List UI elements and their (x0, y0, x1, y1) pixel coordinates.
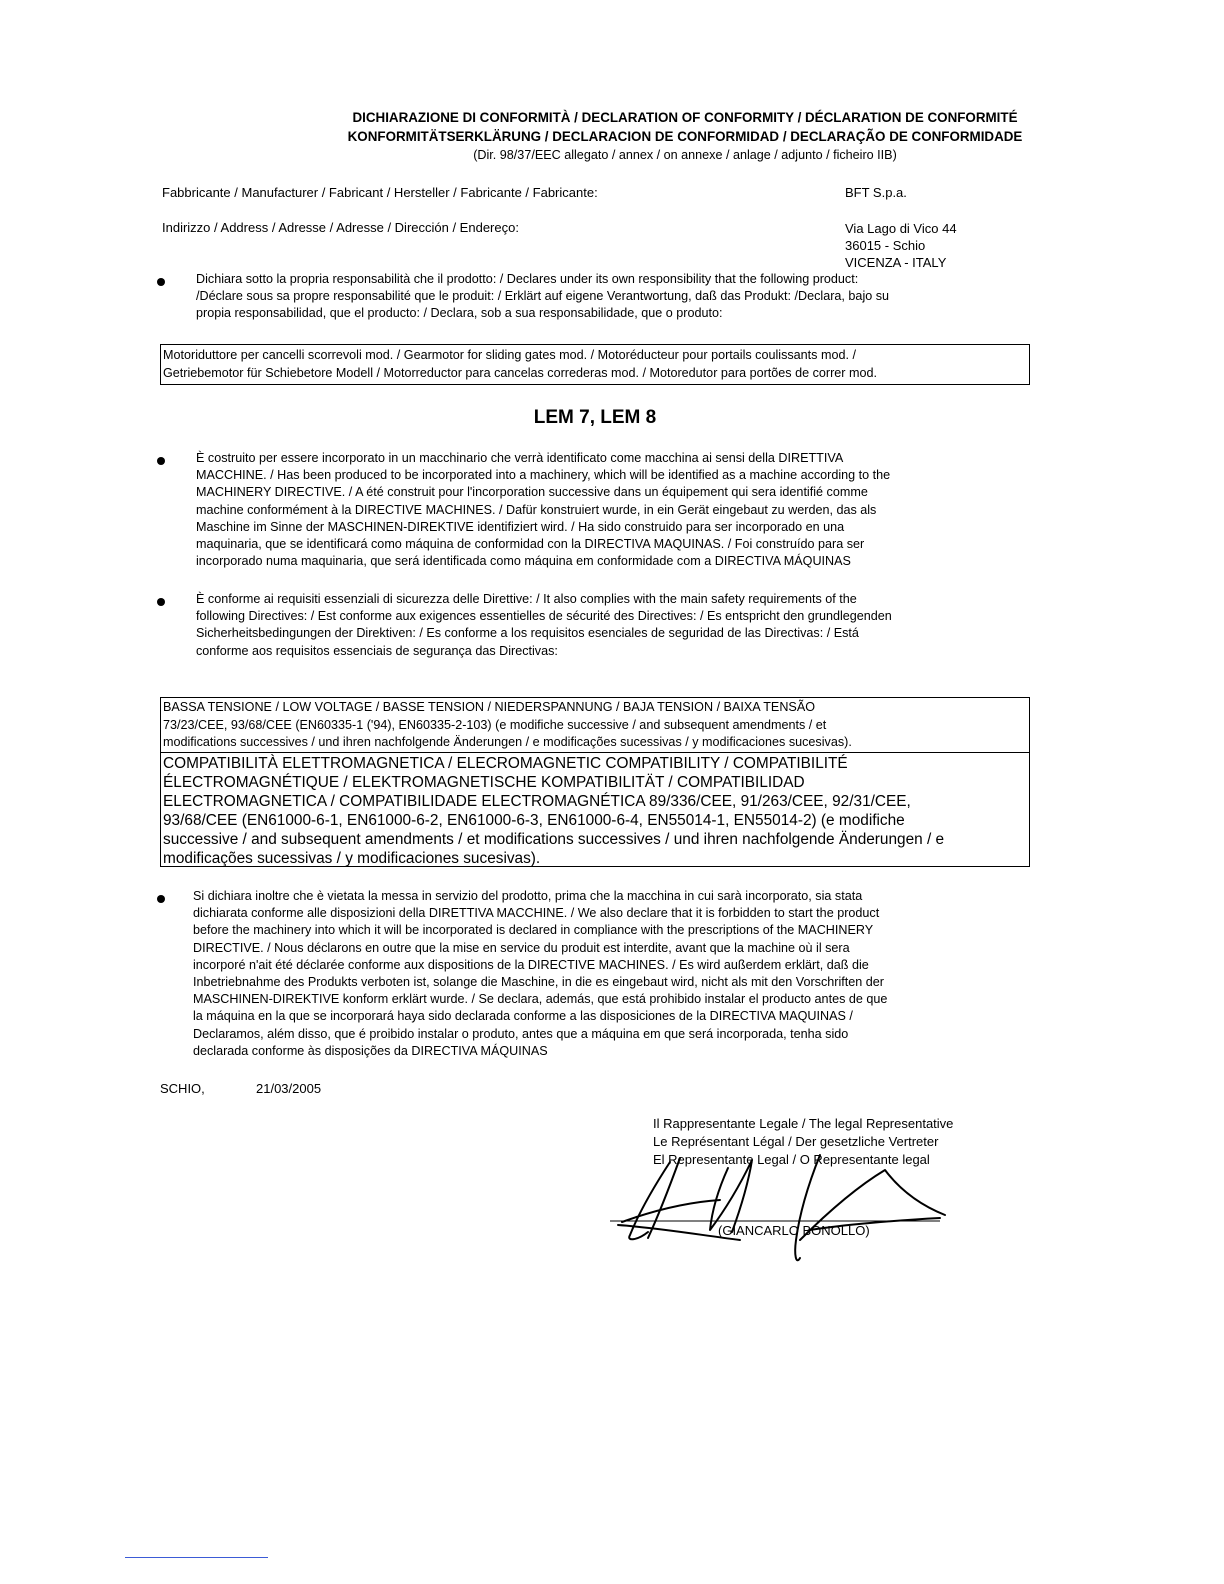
low-voltage-line: 73/23/CEE, 93/68/CEE (EN60335-1 ('94), EN60335-2-103) (e modifiche successive / and subsequent amendments / et (163, 717, 827, 732)
forbidden-line: before the machinery into which it will be incorporated is declared in compliance with the prescriptions of the MACHINERY (193, 923, 874, 938)
forbidden-line: dichiarata conforme alle disposizioni della DIRETTIVA MACCHINE. / We also declare that it is forbidden to start the product (193, 906, 880, 921)
emc-line: modificações sucessivas / y modificaciones sucesivas). (163, 850, 541, 867)
forbidden-line: la máquina en la que se incorporará haya sido declarada conforme a las disposiciones de la DIRECTIVA MAQUINAS / (193, 1009, 853, 1024)
forbidden-line: MASCHINEN-DIREKTIVE konform erklärt wurde. / Se declara, además, que está prohibido instalar el producto antes de que (193, 992, 888, 1007)
address-label: Indirizzo / Address / Adresse / Adresse / Dirección / Endereço: (162, 220, 519, 235)
place: SCHIO, (160, 1081, 205, 1096)
built-for-line: machine conformément à la DIRECTIVE MACHINES. / Dafür konstruiert wurde, in ein Gerät eingebaut zu werden, das als (196, 502, 877, 517)
emc-line: successive / and subsequent amendments / et modifications successives / und ihren nachfolgende Änderungen / e (163, 831, 945, 848)
handwritten-signature (600, 1140, 960, 1270)
declares-paragraph (196, 271, 1036, 323)
emc-line: ÉLECTROMAGNÉTIQUE / ELEKTROMAGNETISCHE KOMPATIBILITÄT / COMPATIBILIDAD (163, 774, 805, 791)
bullet-icon (157, 598, 165, 606)
built-for-line: È costruito per essere incorporato in un macchinario che verrà identificato come macchina ai sensi della DIRETTIVA (196, 451, 844, 465)
product-box-line: Motoriduttore per cancelli scorrevoli mod. / Gearmotor for sliding gates mod. / Motoréducteur pour portails coulissants mod. / (163, 348, 856, 362)
built-for-line: Maschine im Sinne der MASCHINEN-DIREKTIVE identifiziert wird. / Ha sido construido para ser incorporado en una (196, 519, 845, 534)
built-for-line: MACHINERY DIRECTIVE. / A été construit pour l'incorporation successive dans un équipement qui sera identifié comme (196, 485, 868, 500)
bullet-icon (157, 278, 165, 286)
built-for-line: MACCHINE. / Has been produced to be incorporated into a machinery, which will be identified as a machine according to the (196, 468, 891, 483)
bullet-icon (157, 457, 165, 465)
product-box-line: Getriebemotor für Schiebetore Modell / Motorreductor para cancelas correderas mod. / Motoredutor para portões de correr mod. (163, 366, 877, 380)
declares-line: propia responsabilidad, que el producto: / Declara, sob a sua responsabilidade, que o produto: (196, 306, 723, 321)
address-line-1: Via Lago di Vico 44 (845, 221, 957, 236)
emc-line: 93/68/CEE (EN61000-6-1, EN61000-6-2, EN61000-6-3, EN61000-6-4, EN55014-1, EN55014-2) (e modifiche (163, 812, 905, 829)
manufacturer-value: BFT S.p.a. (845, 185, 907, 200)
forbidden-line: Declaramos, além disso, que é proibido instalar o produto, antes que a máquina em que será incorporada, tenha sido (193, 1026, 849, 1041)
forbidden-line: incorporé n'ait été déclarée conforme aux dispositions de la DIRECTIVE MACHINES. / Es wird außerdem erklärt, daß die (193, 957, 869, 972)
emc-line: COMPATIBILITÀ ELETTROMAGNETICA / ELECROMAGNETIC COMPATIBILITY / COMPATIBILITÉ (163, 755, 848, 772)
complies-line: Sicherheitsbedingungen der Direktiven: / Es conforme a los requisitos esenciales de seguridad de las Directivas: / Está (196, 626, 859, 641)
forbidden-line: Si dichiara inoltre che è vietata la messa in servizio del prodotto, prima che la macchina in cui sarà incorporato, sia stata (193, 889, 863, 903)
low-voltage-box (160, 697, 1030, 753)
bullet-icon (157, 895, 165, 903)
built-for-line: incorporado numa maquinaria, que será identificada como máquina em conformidade com a DIRECTIVA MÁQUINAS (196, 554, 851, 569)
product-box (160, 344, 1030, 385)
forbidden-line: DIRECTIVE. / Nous déclarons en outre que la mise en service du produit est interdite, avant que la machine où il sera (193, 940, 850, 955)
address-line-2: 36015 - Schio (845, 238, 926, 253)
complies-line: È conforme ai requisiti essenziali di sicurezza delle Direttive: / It also complies with the main safety requirements of the (196, 592, 857, 606)
declares-line: Dichiara sotto la propria responsabilità che il prodotto: / Declares under its own responsibility that the following product: (196, 272, 859, 286)
title-line-1: DICHIARAZIONE DI CONFORMITÀ / DECLARATION OF CONFORMITY / DÉCLARATION DE CONFORMITÉ (352, 110, 1018, 125)
title-line-3: (Dir. 98/37/EEC allegato / annex / on annexe / anlage / adjunto / ficheiro IIB) (473, 148, 897, 162)
emc-line: ELECTROMAGNETICA / COMPATIBILIDADE ELECTROMAGNÉTICA 89/336/CEE, 91/263/CEE, 92/31/CEE, (163, 793, 911, 810)
address-value (845, 220, 957, 271)
forbidden-paragraph (193, 888, 1033, 1060)
declares-line: /Déclare sous sa propre responsabilité que le produit: / Erklärt auf eigene Verantwortung, daß das Produkt: /Declara, bajo su (196, 289, 890, 304)
representative-line: Le Représentant Légal / Der gesetzliche Vertreter (653, 1134, 939, 1149)
signer-name: (GIANCARLO BONOLLO) (718, 1223, 870, 1238)
low-voltage-line: modifications successives / und ihren nachfolgende Änderungen / e modificações sucessivas / y modificaciones sucesivas). (163, 735, 852, 749)
forbidden-line: declarada conforme às disposições da DIRECTIVA MÁQUINAS (193, 1043, 548, 1058)
footer-divider (125, 1557, 268, 1558)
model-heading: LEM 7, LEM 8 (533, 407, 657, 428)
document-title (140, 108, 1224, 165)
complies-line: following Directives: / Est conforme aux exigences essentielles de sécurité des Directives: / Es entspricht den grundlegenden (196, 609, 892, 624)
representative-line: El Representante Legal / O Representante legal (653, 1152, 930, 1167)
representative-line: Il Rappresentante Legale / The legal Representative (653, 1116, 954, 1131)
built-for-line: maquinaria, que se identificará como máquina de conformidad con la DIRECTIVA MAQUINAS. / Foi construído para ser (196, 537, 865, 552)
date: 21/03/2005 (256, 1081, 322, 1096)
built-for-paragraph (196, 450, 1036, 570)
manufacturer-label: Fabbricante / Manufacturer / Fabricant / Hersteller / Fabricante / Fabricante: (162, 185, 598, 200)
forbidden-line: Inbetriebnahme des Produkts verboten ist, solange die Maschine, in die es eingebaut wird, nicht als mit den Vorschriften der (193, 975, 884, 990)
title-line-2: KONFORMITÄTSERKLÄRUNG / DECLARACION DE CONFORMIDAD / DECLARAÇÃO DE CONFORMIDADE (347, 129, 1023, 144)
address-line-3: VICENZA - ITALY (845, 255, 947, 270)
complies-line: conforme aos requisitos essenciais de segurança das Directivas: (196, 643, 558, 658)
complies-paragraph (196, 591, 1036, 660)
emc-box (160, 752, 1030, 867)
low-voltage-line: BASSA TENSIONE / LOW VOLTAGE / BASSE TENSION / NIEDERSPANNUNG / BAJA TENSION / BAIXA TENSÃO (163, 700, 816, 714)
